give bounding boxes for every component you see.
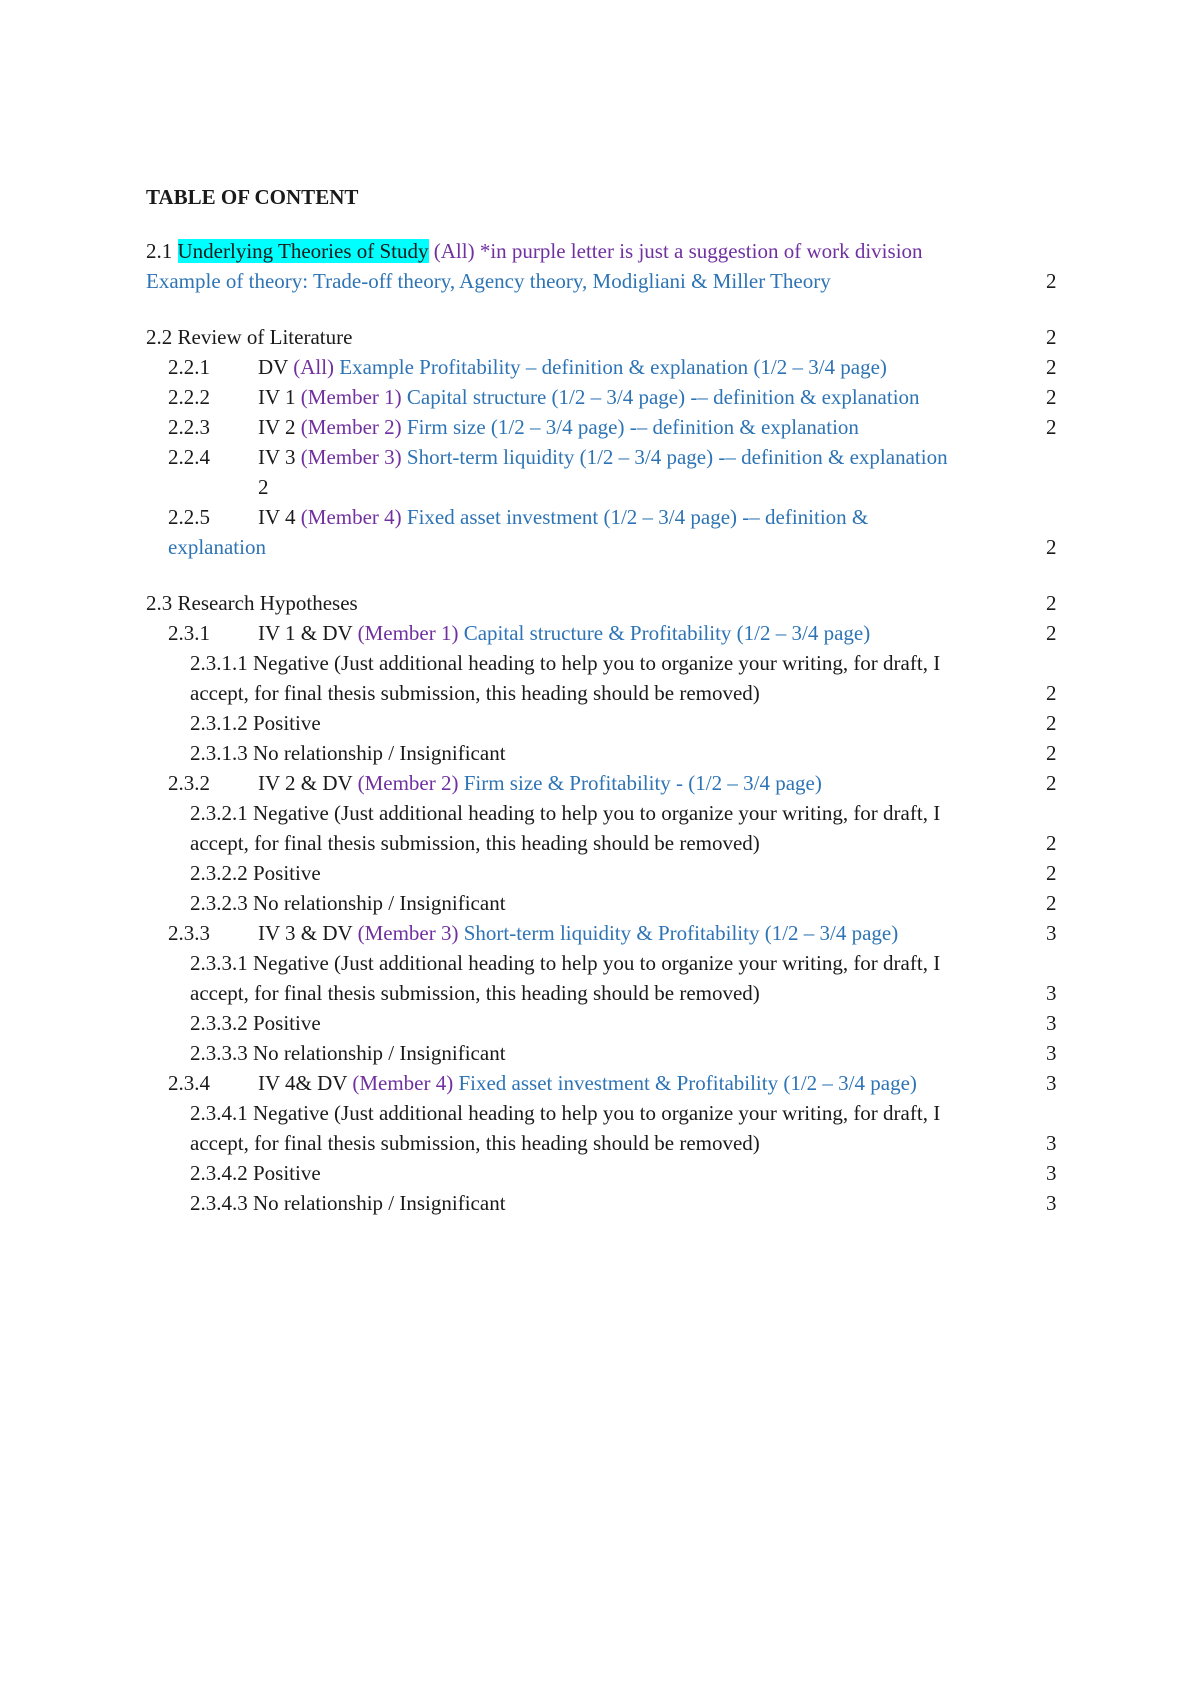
- toc-subentry-continued: accept, for final thesis submission, this heading should be removed): [190, 1131, 760, 1155]
- page-number: 2: [1046, 831, 1057, 855]
- toc-subentry: 2.3.3.1 Negative (Just additional heading to help you to organize your writing, for draft, I: [190, 951, 941, 975]
- topic-text: Capital structure & Profitability (1/2 – 3/4 page): [458, 621, 871, 645]
- topic-text: Capital structure (1/2 – 3/4 page) -– definition & explanation: [401, 385, 920, 409]
- toc-heading-2-3: 2.3 Research Hypotheses: [146, 591, 358, 615]
- member-assignment: (Member 1): [295, 385, 402, 409]
- toc-entry-2-2-4: [168, 442, 948, 472]
- highlighted-heading: Underlying Theories of Study: [177, 239, 429, 263]
- toc-number: 2.1: [146, 239, 178, 263]
- topic-text: Firm size (1/2 – 3/4 page) -– definition & explanation: [401, 415, 859, 439]
- variable-label: IV 3 & DV: [258, 921, 353, 945]
- variable-label: IV 3: [258, 445, 296, 469]
- page-number: 3: [1046, 921, 1057, 945]
- variable-label: IV 1 & DV: [258, 621, 353, 645]
- topic-text: Fixed asset investment & Profitability (1/2 – 3/4 page): [453, 1071, 917, 1095]
- toc-subentry: 2.3.1.2 Positive: [190, 711, 321, 735]
- variable-label: IV 4& DV: [258, 1071, 348, 1095]
- toc-number: 2.2.2: [168, 385, 210, 409]
- toc-entry-2-3-3: [168, 918, 898, 948]
- page-number: 3: [1046, 1131, 1057, 1155]
- page-number: 3: [1046, 1011, 1057, 1035]
- page-number: 2: [1046, 269, 1057, 293]
- toc-subentry: 2.3.4.1 Negative (Just additional heading to help you to organize your writing, for draft, I: [190, 1101, 941, 1125]
- toc-number: 2.3.4: [168, 1071, 210, 1095]
- toc-heading-2-2: 2.2 Review of Literature: [146, 325, 353, 349]
- page-number: 2: [1046, 711, 1057, 735]
- page-number: 2: [1046, 741, 1057, 765]
- toc-number: 2.3.1: [168, 621, 210, 645]
- page-number: 2: [1046, 325, 1057, 349]
- page-number: 2: [1046, 681, 1057, 705]
- toc-number: 2.2.5: [168, 505, 210, 529]
- topic-text: Example Profitability – definition & explanation (1/2 – 3/4 page): [334, 355, 887, 379]
- toc-subentry: 2.3.3.3 No relationship / Insignificant: [190, 1041, 506, 1065]
- toc-number: 2.3.3: [168, 921, 210, 945]
- topic-text: Short-term liquidity & Profitability (1/2 – 3/4 page): [458, 921, 899, 945]
- toc-entry-2-2-2: [168, 382, 920, 412]
- page-number: 2: [1046, 861, 1057, 885]
- member-assignment: (Member 2): [295, 415, 402, 439]
- page-number: 2: [1046, 891, 1057, 915]
- toc-number: 2.2.4: [168, 445, 210, 469]
- topic-text: Short-term liquidity (1/2 – 3/4 page) -– definition & explanation: [401, 445, 948, 469]
- toc-entry-2-1: [146, 236, 923, 266]
- page-number: 3: [1046, 981, 1057, 1005]
- toc-subentry: 2.3.3.2 Positive: [190, 1011, 321, 1035]
- document-title: TABLE OF CONTENT: [146, 185, 359, 209]
- page-number: 2: [1046, 591, 1057, 615]
- toc-entry-2-3-1: [168, 618, 870, 648]
- page-number: 2: [1046, 621, 1057, 645]
- page-number: 2: [1046, 771, 1057, 795]
- toc-entry-2-3-4: [168, 1068, 917, 1098]
- toc-entry-2-2-5: [168, 502, 868, 532]
- toc-entry-2-3-2: [168, 768, 822, 798]
- toc-entry-2-2-1: [168, 352, 887, 382]
- page-number: 2: [1046, 385, 1057, 409]
- variable-label: IV 4: [258, 505, 296, 529]
- page-number: 2: [1046, 355, 1057, 379]
- variable-label: IV 2: [258, 415, 296, 439]
- topic-text: Fixed asset investment (1/2 – 3/4 page) -– definition &: [401, 505, 869, 529]
- toc-subentry-continued: accept, for final thesis submission, this heading should be removed): [190, 681, 760, 705]
- toc-entry-2-2-3: [168, 412, 859, 442]
- member-assignment: (Member 4): [347, 1071, 454, 1095]
- toc-subentry-continued: accept, for final thesis submission, this heading should be removed): [190, 981, 760, 1005]
- toc-subentry: 2.3.1.3 No relationship / Insignificant: [190, 741, 506, 765]
- page-number: 2: [258, 475, 269, 499]
- toc-subentry: 2.3.4.3 No relationship / Insignificant: [190, 1191, 506, 1215]
- member-assignment: (Member 3): [295, 445, 402, 469]
- topic-text: Firm size & Profitability - (1/2 – 3/4 page): [458, 771, 822, 795]
- toc-subentry: 2.3.2.2 Positive: [190, 861, 321, 885]
- page-number: 3: [1046, 1071, 1057, 1095]
- toc-number: 2.2.3: [168, 415, 210, 439]
- member-assignment: (Member 4): [295, 505, 402, 529]
- theory-examples: Example of theory: Trade-off theory, Agency theory, Modigliani & Miller Theory: [146, 269, 831, 293]
- toc-subentry: 2.3.1.1 Negative (Just additional heading to help you to organize your writing, for draft, I: [190, 651, 941, 675]
- toc-subentry: 2.3.4.2 Positive: [190, 1161, 321, 1185]
- page-number: 3: [1046, 1041, 1057, 1065]
- page-number: 2: [1046, 535, 1057, 559]
- member-assignment: (Member 3): [352, 921, 459, 945]
- member-assignment: (All): [287, 355, 335, 379]
- page-number: 3: [1046, 1161, 1057, 1185]
- variable-label: IV 1: [258, 385, 296, 409]
- toc-subentry: 2.3.2.3 No relationship / Insignificant: [190, 891, 506, 915]
- page-number: 2: [1046, 415, 1057, 439]
- member-assignment: (Member 2): [352, 771, 459, 795]
- toc-subentry: 2.3.2.1 Negative (Just additional heading to help you to organize your writing, for draft, I: [190, 801, 941, 825]
- page-number: 3: [1046, 1191, 1057, 1215]
- variable-label: IV 2 & DV: [258, 771, 353, 795]
- variable-label: DV: [258, 355, 288, 379]
- toc-number: 2.3.2: [168, 771, 210, 795]
- toc-number: 2.2.1: [168, 355, 210, 379]
- toc-subentry-continued: accept, for final thesis submission, this heading should be removed): [190, 831, 760, 855]
- member-assignment: (Member 1): [352, 621, 459, 645]
- work-division-note: (All) *in purple letter is just a suggestion of work division: [428, 239, 923, 263]
- topic-text-continued: explanation: [168, 535, 266, 559]
